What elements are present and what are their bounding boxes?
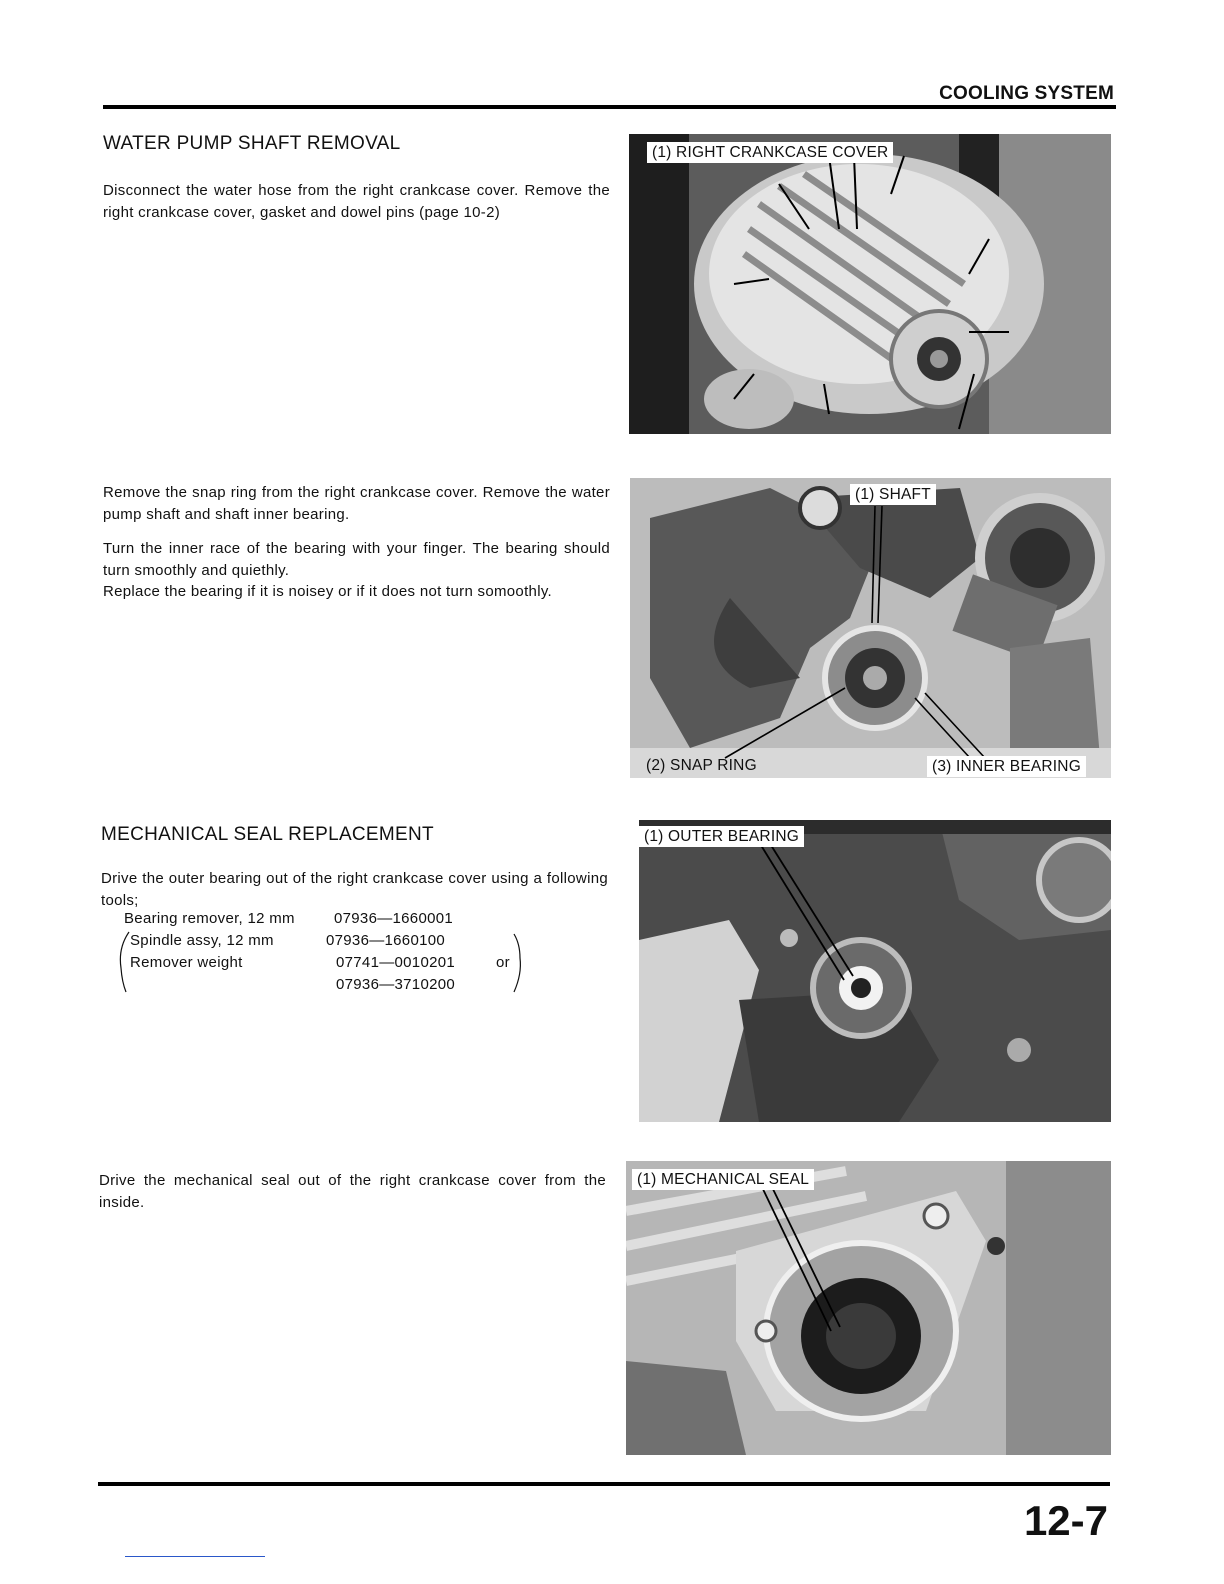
shaft-instructions: [103, 482, 610, 616]
footer-rule: [98, 1482, 1110, 1486]
tool-row: [104, 930, 524, 952]
mechanical-seal-illustration: [626, 1161, 1111, 1455]
tool-number: 07936—1660001: [334, 910, 454, 927]
shaft-paragraph-1: Remove the snap ring from the right crankcase cover. Remove the water pump shaft and shaft inner bearing.: [103, 484, 610, 523]
crankcase-cover-illustration: [629, 134, 1111, 434]
tool-number: 07741—0010201: [336, 954, 456, 971]
tool-row: [104, 974, 524, 996]
photo-mechanical-seal: [626, 1161, 1111, 1455]
seal-paragraph-1: Drive the outer bearing out of the right crankcase cover using a following tools;: [101, 870, 608, 909]
callout-right-crankcase-cover: (1) RIGHT CRANKCASE COVER: [647, 142, 893, 163]
special-tools-list: [104, 908, 524, 996]
callout-inner-bearing: (3) INNER BEARING: [927, 756, 1086, 777]
callout-snap-ring: (2) SNAP RING: [646, 757, 757, 774]
removal-heading: WATER PUMP SHAFT REMOVAL: [103, 133, 401, 154]
tool-name: Spindle assy, 12 mm: [130, 932, 274, 949]
removal-instructions: [103, 180, 610, 236]
section-header-title: COOLING SYSTEM: [939, 83, 1114, 104]
tool-name: Bearing remover, 12 mm: [124, 910, 295, 927]
shaft-snap-ring-illustration: [630, 478, 1111, 778]
seal-paragraph-2: Drive the mechanical seal out of the right crankcase cover from the inside.: [99, 1172, 606, 1211]
tool-row: [104, 908, 524, 930]
callout-mechanical-seal: (1) MECHANICAL SEAL: [632, 1169, 814, 1190]
footer-link-underline: [125, 1556, 265, 1557]
page-number: 12-7: [1023, 1497, 1108, 1544]
header-rule: [103, 105, 1116, 109]
shaft-paragraph-2: Turn the inner race of the bearing with your finger. The bearing should turn smoothly and quiethly.: [103, 540, 610, 579]
tool-number: 07936—3710200: [336, 976, 456, 993]
removal-paragraph-1: Disconnect the water hose from the right crankcase cover. Remove the right crankcase cover, gasket and dowel pins (page 10-2): [103, 182, 610, 221]
tool-number: 07936—1660100: [326, 932, 446, 949]
shaft-paragraph-3: Replace the bearing if it is noisey or if it does not turn somoothly.: [103, 583, 552, 600]
photo-shaft-snap-ring: [630, 478, 1111, 778]
callout-shaft: (1) SHAFT: [850, 484, 936, 505]
outer-bearing-illustration: [639, 820, 1111, 1122]
seal-heading: MECHANICAL SEAL REPLACEMENT: [101, 824, 434, 845]
callout-outer-bearing: (1) OUTER BEARING: [639, 826, 804, 847]
tool-alternative-or: or: [496, 954, 510, 971]
tool-name: Remover weight: [130, 954, 243, 971]
tool-row: [104, 952, 524, 974]
photo-outer-bearing: [639, 820, 1111, 1122]
seal-drive-instructions: [99, 1170, 606, 1226]
photo-right-crankcase-cover: [629, 134, 1111, 434]
